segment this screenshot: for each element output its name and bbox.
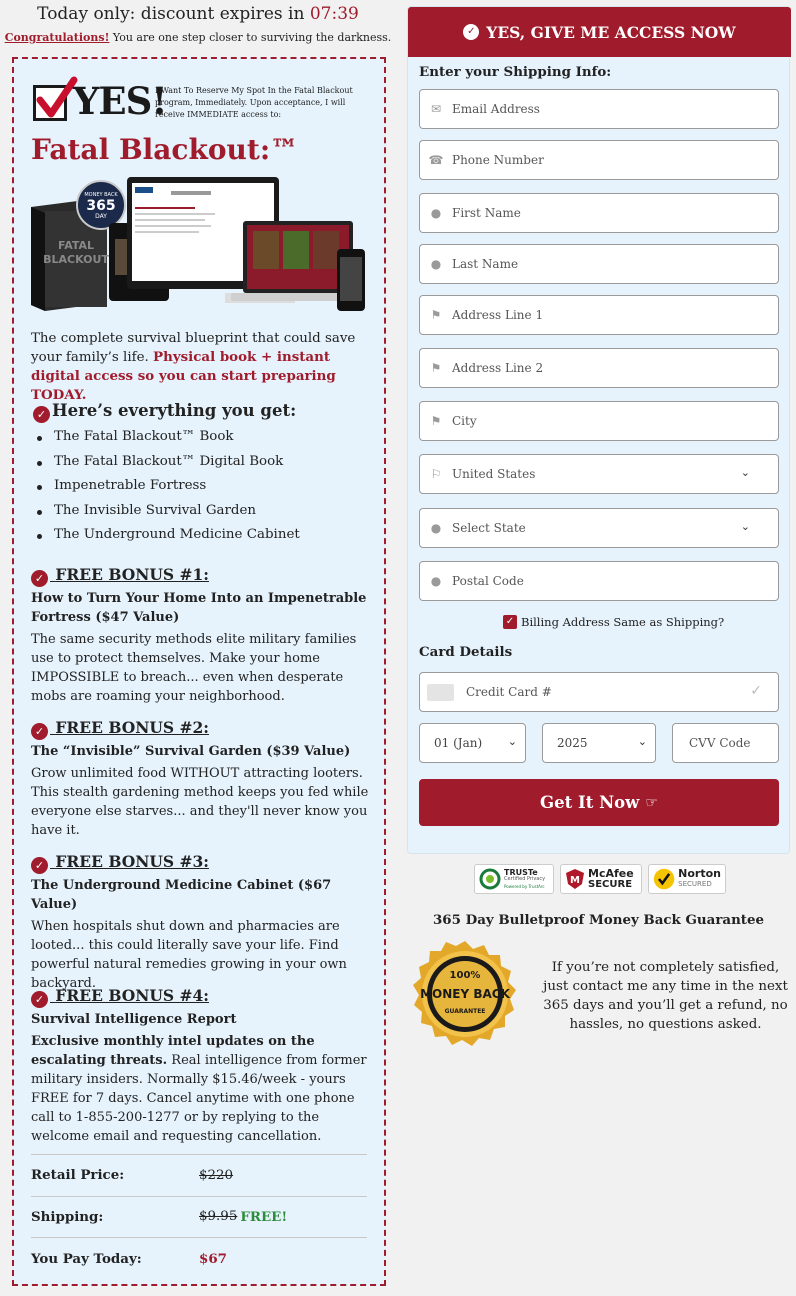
checkbox-icon[interactable]: ✓: [503, 615, 517, 629]
bonus-heading: FREE BONUS #2:: [55, 718, 209, 737]
address-line-1-placeholder: Address Line 1: [452, 308, 544, 322]
timer-prefix: Today only: discount expires in: [37, 4, 305, 24]
first-name-field[interactable]: [419, 193, 779, 233]
bonus-title: The “Invisible” Survival Garden ($39 Value): [31, 744, 351, 759]
state-select[interactable]: [419, 508, 779, 548]
bonus-3: [31, 852, 371, 993]
timer-time: 07:39: [309, 4, 359, 24]
get-it-now-button[interactable]: [419, 779, 779, 826]
country-select[interactable]: [419, 454, 779, 494]
product-title: Fatal Blackout:™: [31, 133, 299, 166]
postal-code-field[interactable]: [419, 561, 779, 601]
first-name-placeholder: First Name: [452, 206, 521, 220]
mcafee-badge: [560, 864, 642, 894]
trust-badges: [474, 864, 726, 896]
location-pin-icon: ●: [430, 574, 442, 588]
cvv-placeholder: CVV Code: [689, 736, 751, 750]
map-icon: ⚑: [430, 414, 442, 428]
order-form: [407, 6, 790, 854]
guarantee-title: 365 Day Bulletproof Money Back Guarantee: [432, 912, 765, 928]
map-icon: ⚑: [430, 361, 442, 375]
everything-heading: [33, 401, 296, 423]
product-bundle-image: [31, 177, 367, 313]
phone-placeholder: Phone Number: [452, 153, 544, 167]
access-header-text: YES, GIVE ME ACCESS NOW: [486, 22, 736, 42]
yes-row: [31, 79, 371, 123]
pay-label: You Pay Today:: [31, 1250, 142, 1267]
truste-sub: Certified Privacy: [504, 875, 546, 882]
location-pin-icon: ●: [430, 521, 442, 535]
shipping-info-label: Enter your Shipping Info:: [419, 64, 612, 80]
badge-num-text: 365: [86, 198, 116, 214]
billing-label: Billing Address Same as Shipping?: [521, 615, 725, 629]
mcafee-shield-icon: [565, 868, 585, 890]
truste-text: TRUSTe: [504, 867, 538, 877]
checkbox-checked-icon: [33, 85, 67, 121]
truste-logo-icon: [479, 868, 501, 890]
shipping-label: Shipping:: [31, 1208, 104, 1225]
check-badge-icon: ✓: [33, 406, 50, 423]
seal-top-text: 100%: [449, 970, 481, 981]
price-table: [31, 1154, 367, 1280]
check-circle-icon: ✓: [463, 24, 479, 40]
shipping-free: FREE!: [240, 1208, 288, 1225]
everything-heading-text: Here’s everything you get:: [52, 401, 297, 420]
email-placeholder: Email Address: [452, 102, 540, 116]
list-item: Impenetrable Fortress: [33, 478, 363, 503]
chevron-down-icon: ⌄: [740, 520, 750, 533]
pointing-hand-icon: ☞: [645, 794, 658, 811]
norton-text: Norton: [678, 867, 721, 880]
cta-label: Get It Now: [540, 793, 640, 812]
postal-placeholder: Postal Code: [452, 574, 524, 588]
norton-sub: SECURED: [678, 880, 712, 888]
bonus-title: Survival Intelligence Report: [31, 1012, 237, 1027]
offer-panel: [12, 57, 386, 1286]
truste-sub2: Powered by TrustArc: [504, 883, 545, 889]
country-value: United States: [452, 467, 536, 481]
phone-icon: ☎: [428, 153, 444, 167]
bonus-title: How to Turn Your Home Into an Impenetrable Fortress ($47 Value): [31, 591, 367, 625]
price-row-shipping: [31, 1197, 367, 1239]
yes-heading: YES!: [73, 79, 167, 123]
bonus-2: [31, 718, 371, 840]
truste-badge: [474, 864, 554, 894]
list-item: The Fatal Blackout™ Book: [33, 429, 363, 454]
congrats-text: You are one step closer to surviving the darkness.: [112, 31, 392, 44]
badge-top-text: MONEY BACK: [84, 192, 118, 198]
bonus-1: [31, 565, 371, 706]
retail-label: Retail Price:: [31, 1167, 125, 1184]
list-item: The Underground Medicine Cabinet: [33, 527, 363, 552]
svg-text:BLACKOUT: BLACKOUT: [43, 253, 109, 266]
bonus-desc-bold: Exclusive monthly intel updates on the escalating threats.: [31, 1034, 315, 1068]
city-placeholder: City: [452, 414, 477, 428]
credit-card-placeholder: Credit Card #: [466, 685, 552, 699]
last-name-placeholder: Last Name: [452, 257, 519, 271]
bonus-title: The Underground Medicine Cabinet ($67 Value): [31, 878, 332, 912]
user-icon: ●: [430, 206, 442, 220]
expiry-month-select[interactable]: [419, 723, 526, 763]
check-badge-icon: ✓: [31, 857, 48, 874]
bonus-desc: [31, 1032, 371, 1146]
retail-value: $220: [199, 1167, 234, 1183]
billing-same-checkbox[interactable]: [503, 615, 724, 629]
list-item: The Invisible Survival Garden: [33, 503, 363, 528]
credit-card-field[interactable]: [419, 672, 779, 712]
year-value: 2025: [557, 736, 588, 750]
last-name-field[interactable]: [419, 244, 779, 284]
seal-mid-text: MONEY BACK: [420, 987, 510, 1001]
credit-card-icon: [427, 684, 454, 701]
envelope-icon: ✉: [430, 102, 442, 116]
congrats-highlight: Congratulations!: [4, 31, 110, 44]
desc-highlight: Physical book + instant digital access so you can start preparing TODAY.: [31, 349, 336, 403]
chevron-down-icon: ⌄: [740, 466, 750, 479]
bonus-desc: The same security methods elite military families use to protect themselves. Make your home IMPOSSIBLE to breach... even when desperate mobs are roaming your neighborhood.: [31, 632, 357, 704]
card-details-label: Card Details: [419, 644, 513, 660]
badge-unit-text: DAY: [95, 213, 107, 220]
reserve-text: I Want To Reserve My Spot In the Fatal Blackout program, Immediately. Upon acceptance, I will receive IMMEDIATE access to:: [155, 86, 353, 119]
norton-badge: [648, 864, 726, 894]
bonus-heading: FREE BONUS #3:: [55, 852, 209, 871]
check-badge-icon: ✓: [31, 991, 48, 1008]
included-items-list: [33, 429, 363, 552]
access-header: [408, 7, 791, 57]
seal-bottom-text: GUARANTEE: [444, 1008, 486, 1015]
map-icon: ⚑: [430, 308, 442, 322]
bonus-desc-text: Real intelligence from former military insiders. Normally $15.46/week - yours FREE for 7 days. Cancel anytime with one phone call to 1-855-200-1277 or by replying to the welcome email and requesting cancellation.: [31, 1053, 367, 1144]
city-field[interactable]: [419, 401, 779, 441]
checkmark-icon: ✓: [750, 683, 762, 699]
guarantee-text: If you’re not completely satisfied, just contact me any time in the next 365 days and you’ll get a refund, no hassles, no questions asked.: [543, 960, 788, 1032]
phone-field[interactable]: [419, 140, 779, 180]
flag-icon: ⚐: [430, 467, 442, 481]
state-placeholder: Select State: [452, 521, 526, 535]
expiry-year-select[interactable]: [542, 723, 656, 763]
bonus-4: [31, 986, 371, 1146]
address-line-2-field[interactable]: [419, 348, 779, 388]
congrats-message: [0, 31, 396, 44]
bonus-desc: When hospitals shut down and pharmacies are looted... this could literally save your life. Find powerful natural remedies growing in your own backyard.: [31, 919, 347, 991]
price-row-retail: [31, 1155, 367, 1197]
shipping-value: $9.95: [199, 1209, 238, 1225]
address-line-1-field[interactable]: [419, 295, 779, 335]
pay-value: $67: [199, 1250, 227, 1267]
list-item: The Fatal Blackout™ Digital Book: [33, 454, 363, 479]
check-badge-icon: ✓: [31, 723, 48, 740]
book-cover-title: FATAL: [57, 239, 95, 252]
mcafee-text: McAfee: [588, 867, 634, 880]
email-field[interactable]: [419, 89, 779, 129]
user-icon: ●: [430, 257, 442, 271]
address-line-2-placeholder: Address Line 2: [452, 361, 544, 375]
chevron-down-icon: ⌄: [637, 735, 647, 748]
chevron-down-icon: ⌄: [507, 735, 517, 748]
norton-check-icon: [653, 866, 675, 892]
money-back-seal-icon: [410, 939, 520, 1049]
mcafee-sub: SECURE: [588, 879, 633, 890]
desc-plain: The complete survival blueprint that could save your family’s life.: [31, 331, 356, 365]
countdown-timer: [0, 4, 396, 24]
bonus-desc: Grow unlimited food WITHOUT attracting looters. This stealth gardening method keeps you fed while everyone else starves... and they'll never know you have it.: [31, 766, 369, 838]
check-badge-icon: ✓: [31, 570, 48, 587]
month-value: 01 (Jan): [434, 736, 483, 750]
bonus-heading: FREE BONUS #1:: [55, 565, 209, 584]
product-description: [31, 329, 371, 405]
cvv-field[interactable]: [672, 723, 779, 763]
bonus-heading: FREE BONUS #4:: [55, 986, 209, 1005]
svg-text:M: M: [570, 875, 580, 886]
price-row-pay: [31, 1238, 367, 1280]
